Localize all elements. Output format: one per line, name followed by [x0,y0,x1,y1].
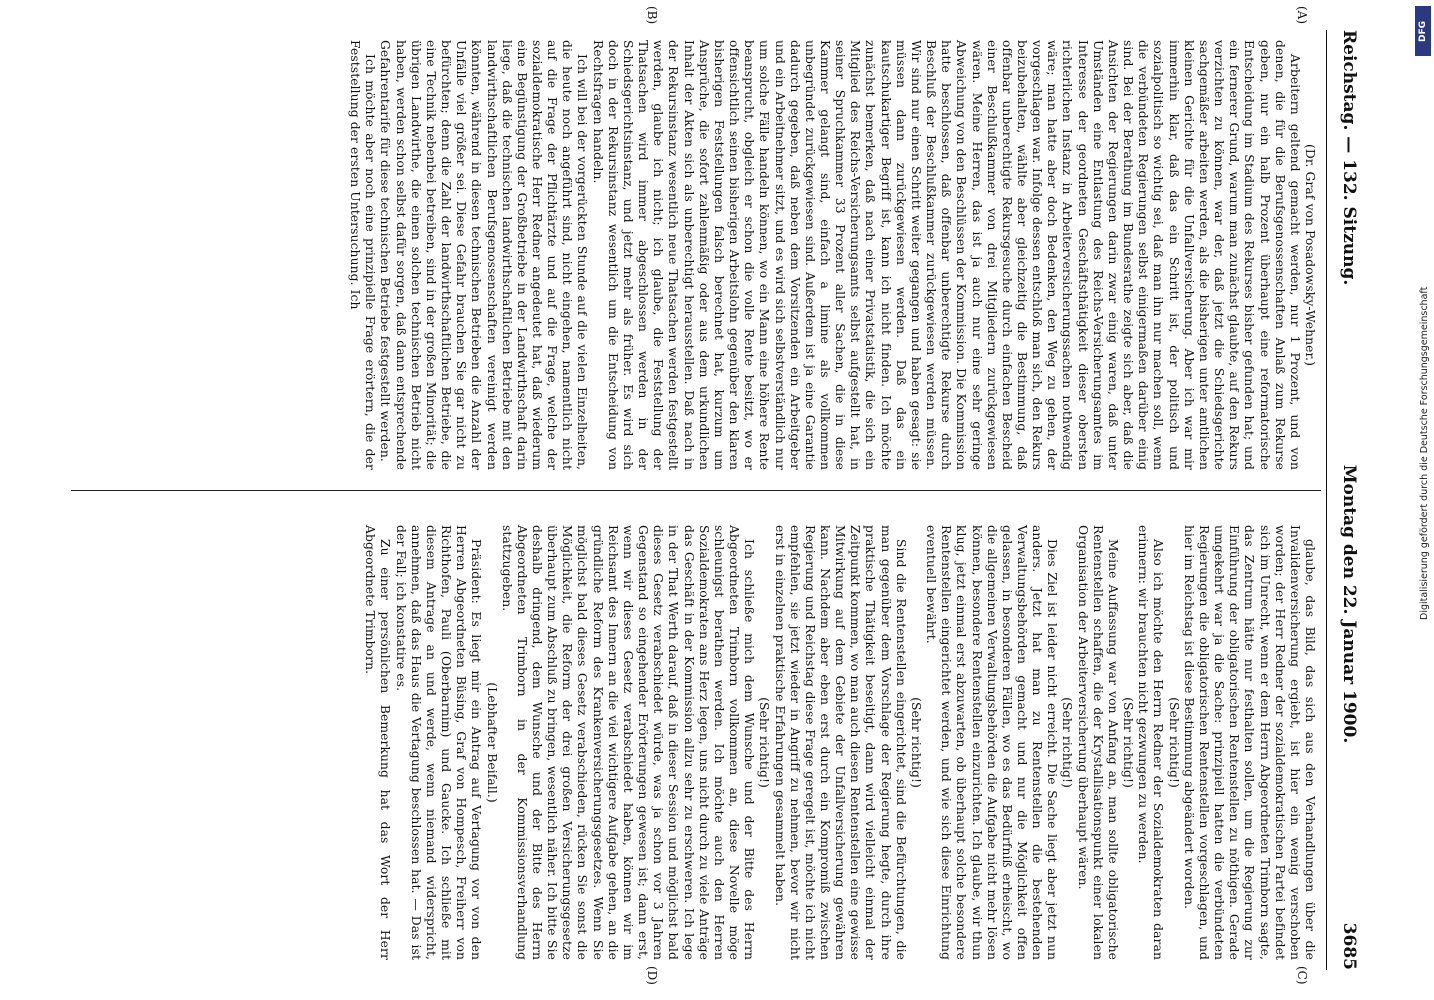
digitization-note: Digitalisierung gefördert durch die Deutsche Forschungsgemeinschaft [1419,286,1430,620]
interjection: (Sehr richtig!) [908,697,923,788]
document-page [59,0,1379,1000]
paragraph: Präsident: Es liegt mir ein Antrag auf Vertagung vor von den Herren Abgeordneten Büsing, Graf von Hompesch, Freiherr von Richthofen, Pauli (Oberbarnim) und Gaucke. Ich schließe mit diesem Antrage an und werde, wenn niemand widerspricht, annehmen, daß das Haus die Vertagung beschlossen hat. — Das ist der Fall; ich konstatire es. [393,525,484,960]
paragraph: Meine Auffassung war von Anfang an, man sollte obligatorische Rentenstellen schaffen, die der Krystallisationspunkt einer lokalen Organisation der Arbeiterversicherung überhaupt wären. [1075,525,1120,960]
right-column [362,525,1317,960]
header-rule [1326,30,1327,970]
interjection: (Sehr richtig!) [757,697,772,788]
dfg-logo: DFG [1415,6,1431,56]
paragraph: Dies Ziel ist leider nicht erreicht. Die Sache liegt aber jetzt nun anders. Jetzt hat man zu Rentenstellen die bestehenden Verwaltungsbehörden gemacht und nur die Möglichkeit offen gelassen, in besonderen Fällen, wo es das Bedürfniß erheischt, wo die allgemeinen Verwaltungsbehörden die Aufgabe nicht mehr lösen können, besondere Rentenstellen einzurichten. Ich glaube, wir thun klug, jetzt einmal erst abzuwarten, ob überhaupt solche besondere Rentenstellen eingerichtet werden, und wie sich diese Einrichtung eventuell bewährt. [924,525,1060,960]
paragraph: Also ich möchte den Herrn Redner der Sozialdemokraten daran erinnern: wir brauchten nicht gezwungen zu werden. [1136,525,1166,960]
marker-c: (C) [1295,966,1309,985]
speaker-line: (Dr. Graf von Posadowsky-Wehner.) [1303,143,1317,367]
marker-a: (A) [1295,6,1309,25]
paragraph: Arbeitern geltend gemacht werden, nur 1 Prozent, und von denen, die für die Berufsgenossenschaften Anlaß zum Rekurse geben, nur ein halb Prozent überhaupt eine reformatorische Entscheidung im Stadium des Rekurses bisher gefunden hat; und ein fernerer Grund, warum man zunächst glaubte, auf den Rekurs verzichten zu können, war der, daß jetzt die Schiedsgerichte sachgemäßer arbeiten werden, als die bisherigen unter amtlichen kleinen Gerichte für die Unfallversicherung. Aber ich war mir immerhin klar, daß das ein Schritt ist, der politisch und sozialpolitisch so wichtig sei, daß man ihn nur machen soll, wenn die verbündeten Regierungen selbst einigermaßen darüber einig sind. Bei der Berathung im Bundesrathe zeigte sich aber, daß die Ansichten der Regierungen darin zwar einig waren, daß unter Umständen eine Entlastung des Reichs-Versicherungsamtes im Interesse der geordneten Geschäftsthätigkeit dieser obersten richterlichen Instanz in Arbeiterversicherungssachen nothwendig wäre; man hatte aber doch Bedenken, den Weg zu gehen, der vorgeschlagen war. Infolge dessen entschloß man sich, den Rekurs beizubehalten, wählte aber gleichzeitig die Bestimmung, daß offenbar unberechtigte Rekursgesuche durch einfachen Bescheid einer Beschlußkammer von drei Mitgliedern zurückgewiesen wären. Meine Herren, das ist ja auch nur eine sehr geringe Abweichung von den Beschlüssen der Kommission. Die Kommission hatte beschlossen, daß offenbar unberechtigte Rekurse durch Beschluß der Beschlußkammer zurückgewiesen werden müssen. Wir sind nur einen Schritt weiter gegangen und haben gesagt: sie müssen dann zurückgewiesen werden. Daß das ein kautschukartiger Begriff ist, kann ich nicht finden. Ich möchte zunächst bemerken, daß nach einer Privatstatistik, die sich ein Mitglied des Reichs-Versicherungsamts selbst aufgestellt hat, in seiner Spruchkammer 33 Prozent aller Sachen, die in diese Kammer gelangt sind, einfach a limine als vollkommen unbegründet zurückgewiesen sind. Außerdem ist ja eine Garantie dadurch gegeben, daß neben dem Vorsitzenden ein Arbeitgeber und ein Arbeitnehmer sitzt, und es wird sich selbstverständlich nur um solche Fälle handeln können, wo ein Mann eine höhere Rente beansprucht, obgleich er schon die volle Rente besitzt, wo er offensichtlich seinen bisherigen Arbeitslohn gegenüber den klaren bisherigen Feststellungen falsch berechnet hat, kurzum um Ansprüche, die sofort zahlenmäßig oder aus dem urkundlichen Inhalt der Akten sich als unberechtigt herausstellen. Daß nach in der Rekursinstanz wesentlich neue Thatsachen werden festgestellt werden, glaube ich nicht; ich glaube, die Feststellung der Thatsachen wird immer abgeschlossen werden in der Schiedsgerichtsinstanz, und jetzt mehr als früher. Es wird sich doch in der Rekursinstanz wesentlich um die Entscheidung von Rechtsfragen handeln. [590,40,1302,470]
marker-b: (B) [645,6,659,25]
interjection: (Sehr richtig!) [1060,697,1075,788]
paragraph: Sind die Rentenstellen eingerichtet, sind die Befürchtungen, die man gegenüber dem Vorschlage der Regierung hegte, durch ihre praktische Thätigkeit beseitigt, dann wird vielleicht einmal der Zeitpunkt kommen, wo man auch diesen Rentenstellen eine gewisse Mitwirkung auf dem Gebiete der Unfallversicherung gewähren kann. Nachdem aber eben erst durch ein Kompromiß zwischen Regierung und Reichstag diese Frage geregelt ist, möchte ich nicht empfehlen, sie jetzt wieder in Angriff zu nehmen, bevor wir nicht erst in einzelnen praktische Erfahrungen gesammelt haben. [772,525,908,960]
interjection: (Sehr richtig!) [1166,697,1181,788]
page-header [1329,30,1369,970]
paragraph: Ich will bei der vorgerückten Stunde auf die vielen Einzelheiten, die heute noch angeführt sind, nicht eingehen, namentlich nicht auf die Frage der Pflichtärzte und auf die Frage, welche der sozialdemokratische Herr Redner angedeutet hat, daß wiederum eine Begünstigung der Großbetriebe in der Landwirthschaft darin liege, daß die technischen landwirthschaftlichen Betriebe mit den landwirthschaftlichen Berufsgenossenschaften vereinigt werden könnten, während in diesen technischen Betrieben die Anzahl der Unfälle viel größer sei. Diese Gefahr brauchen Sie gar nicht zu befürchten; denn die Zahl der landwirthschaftlichen Betriebe, die eine Technik nebenbei betreiben, sind in der großen Minorität; die übrigen Landwirthe, die einen solchen technischen Betrieb nicht haben, werden schon selbst dafür sorgen, daß dann entsprechende Gefahrentarife für diese technischen Betriebe festgestellt werden. [378,40,590,470]
interjection: (Lebhafter Beifall.) [484,682,499,803]
page-number: 3685 [1339,922,1359,970]
column-divider [71,490,1321,491]
paragraph: glaube, das Bild, das sich aus den Verhandlungen über die Invalidenversicherung ergiebt, ist hier ein wenig verschoben worden; der Herr Redner der sozialdemokratischen Partei befindet sich im Unrecht, wenn er dem Herrn Abgeordneten Trimborn sagte, das Zentrum hätte nur festhalten sollen, um die Regierung zur Einführung der obligatorischen Rentenstellen zu nöthigen. Gerade umgekehrt war ja die Sache: prinzipiell hatten die verbündeten Regierungen die obligatorischen Rentenstellen vorgeschlagen, und hier im Reichstag ist diese Bestimmung abgeändert worden. [1181,525,1317,960]
header-date: Montag den 22. Januar 1900. [1339,464,1359,744]
marker-d: (D) [645,966,659,985]
paragraph: Zu einer persönlichen Bemerkung hat das Wort der Herr Abgeordnete Trimborn. [363,525,393,960]
paragraph: Ich möchte aber noch eine prinzipielle Frage erörtern, die der Feststellung der ersten Untersuchung. Ich [348,40,378,470]
interjection: (Sehr richtig!) [1121,697,1136,788]
paragraph: Ich schließe mich dem Wunsche und der Bitte des Herrn Abgeordneten Trimborn vollkommen an, diese Novelle möge schleunigst berathen werden. Ich möchte auch den Herren Sozialdemokraten ans Herz legen, uns nicht durch zu viele Anträge das Geschäft in der Kommission allzu sehr zu erschweren. Ich lege in der That Werth darauf, daß in dieser Session und möglichst bald dieses Gesetz verabschiedet würde, was ja schon vor 3 Jahren Gegenstand so eingehender Erörterungen gewesen ist; dann erst, wenn wir dieses Gesetz verabschiedet haben, können wir im Reichsamt des Innern an die viel wichtigere Aufgabe gehen, an die gründliche Reform des Krankenversicherungsgesetzes. Wenn Sie möglichst bald dieses Gesetz verabschieden, rücken Sie sonst die Möglichkeit, die Reform der drei großen Versicherungsgesetze überhaupt zum Abschluß zu bringen, wesentlich näher. Ich bitte Sie deshalb dringend, dem Wunsche und der Bitte des Herrn Abgeordneten Trimborn in der Kommissionsverhandlung stattzugeben. [499,525,757,960]
left-column [347,40,1317,470]
header-left: Reichstag. — 132. Sitzung. [1339,30,1359,286]
